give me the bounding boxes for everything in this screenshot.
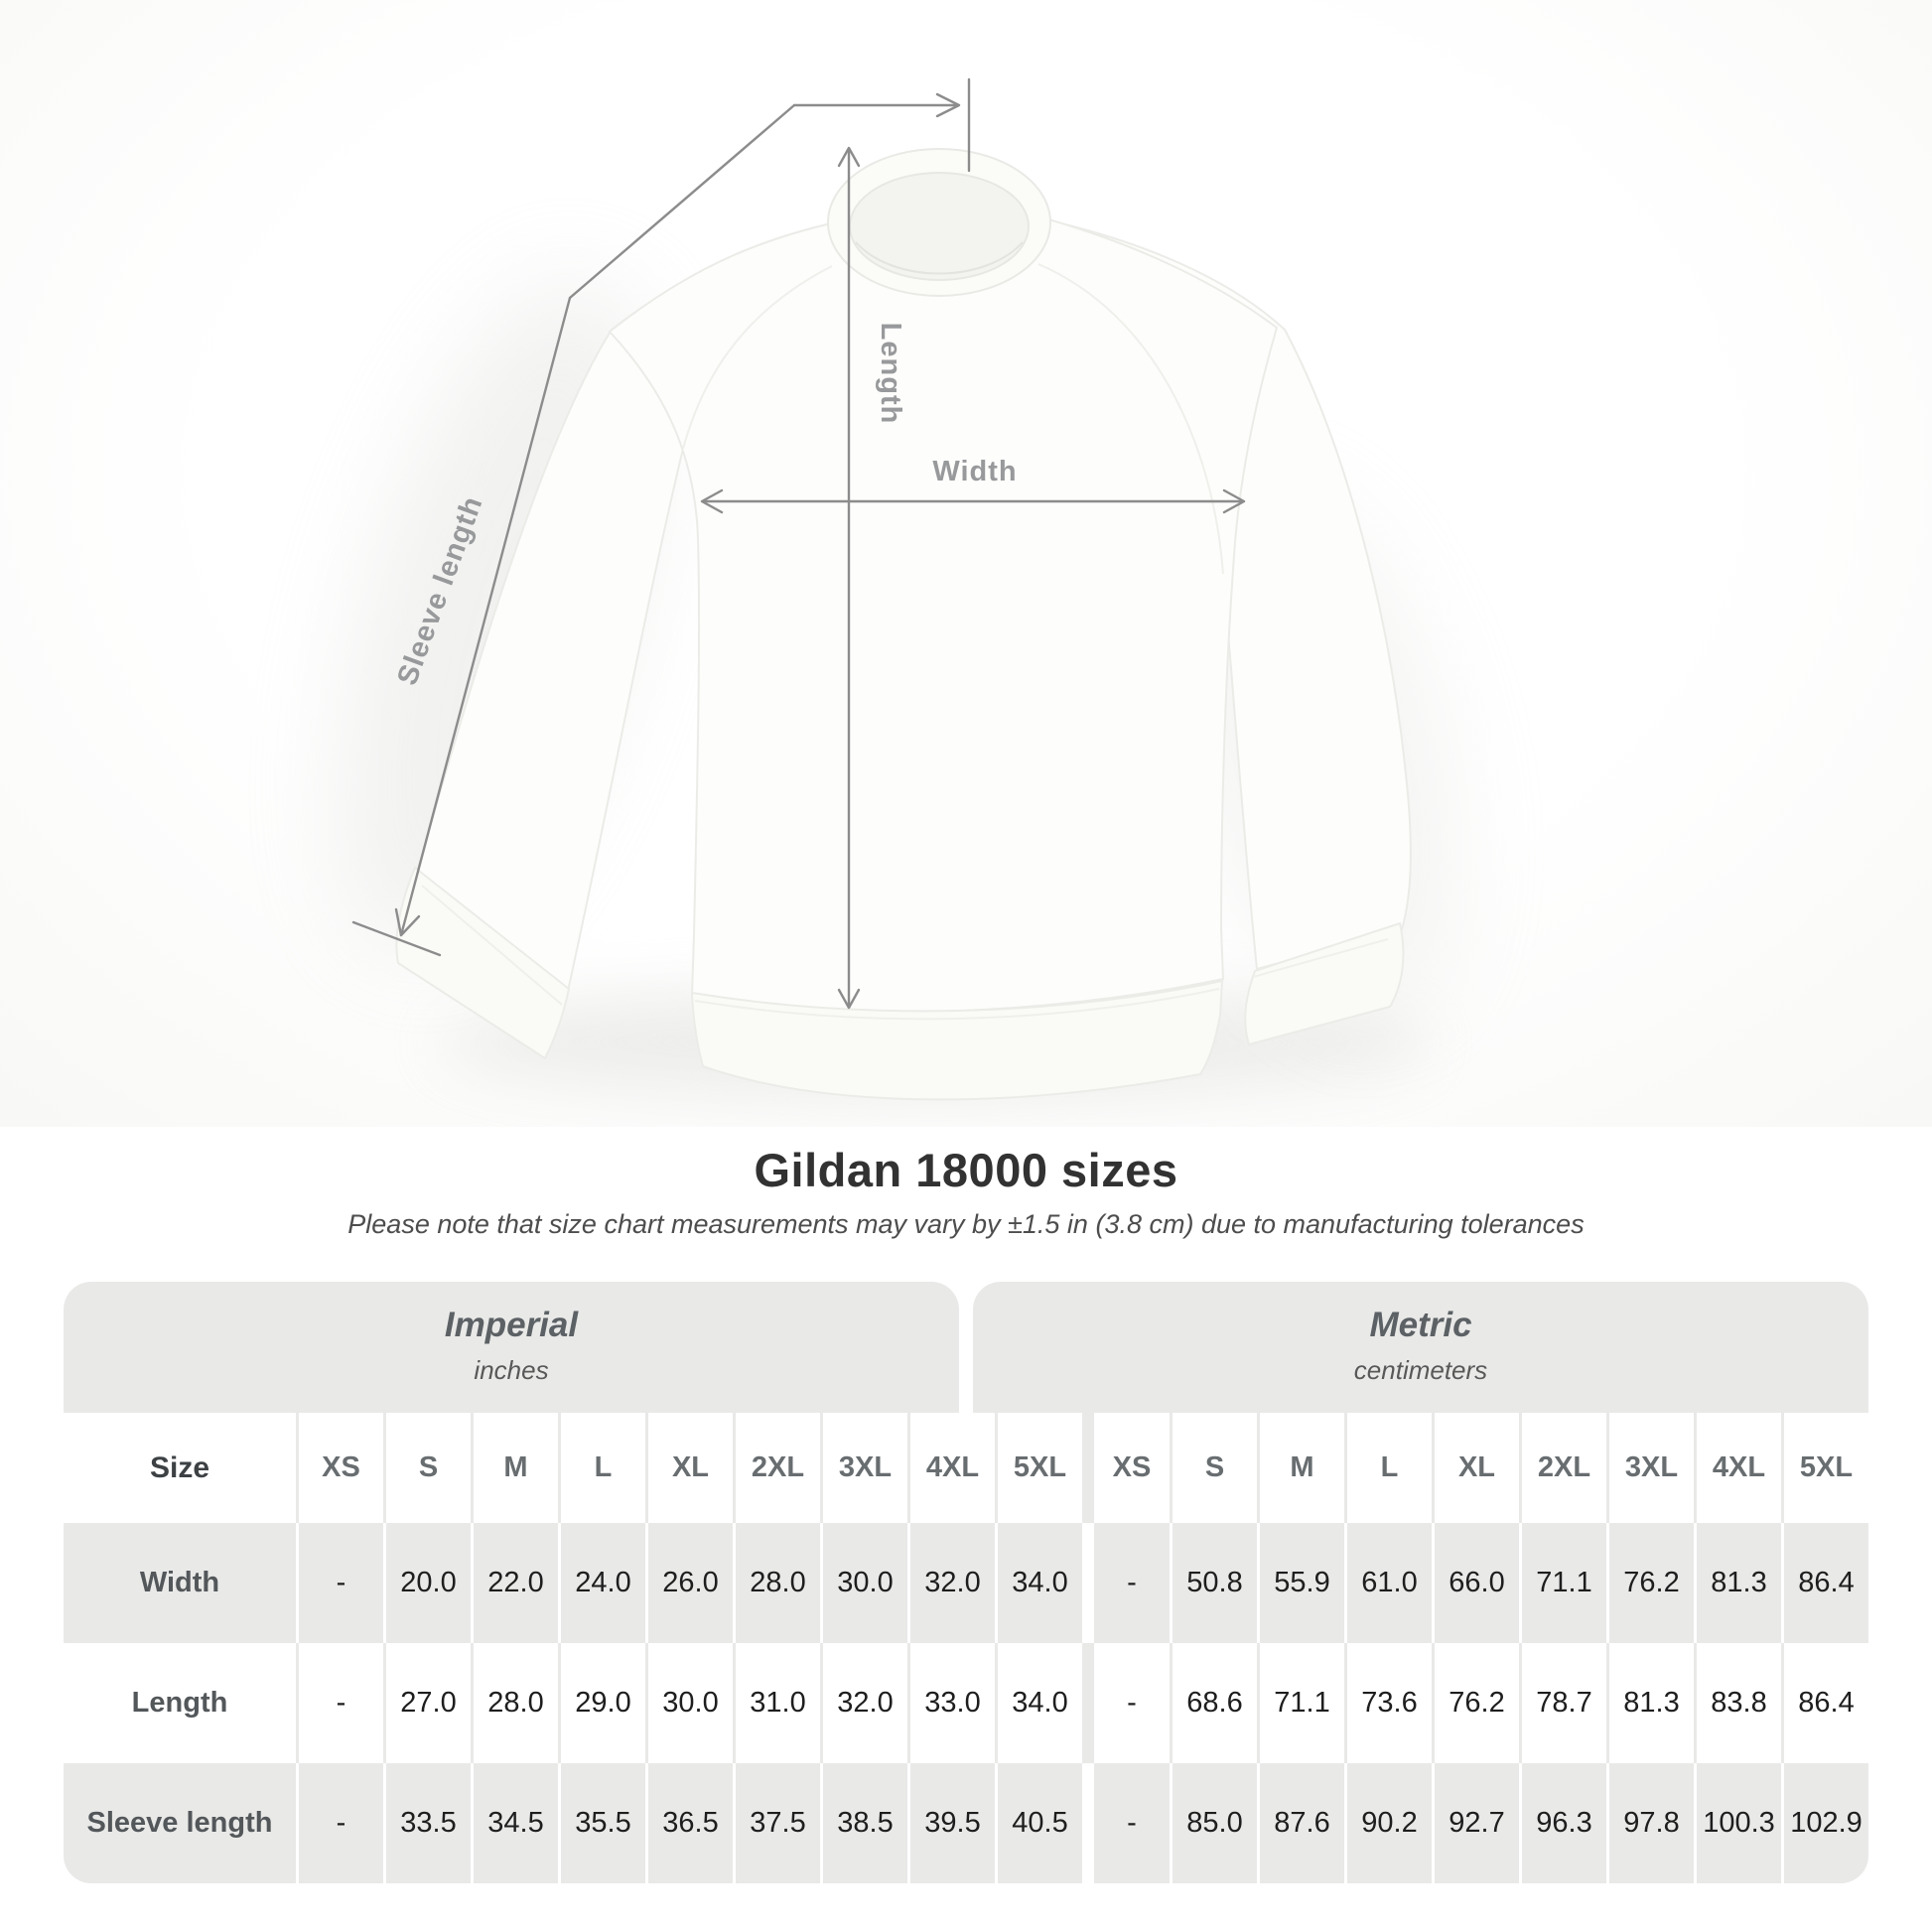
torso — [610, 214, 1277, 1012]
size-header: 5XL — [1781, 1413, 1868, 1523]
size-header: XL — [645, 1413, 733, 1523]
table-cell: 35.5 — [558, 1763, 645, 1883]
table-cell: 73.6 — [1344, 1643, 1432, 1763]
width-label: Width — [932, 456, 1018, 487]
row-label: Length — [131, 1687, 228, 1719]
metric-title: Metric — [1369, 1306, 1472, 1344]
table-cell: 92.7 — [1432, 1763, 1519, 1883]
size-header: 4XL — [907, 1413, 995, 1523]
table-cell: 71.1 — [1257, 1643, 1344, 1763]
table-cell: 34.0 — [995, 1643, 1082, 1763]
row-label: Width — [139, 1567, 220, 1598]
size-header: S — [1170, 1413, 1257, 1523]
table-cell: 32.0 — [820, 1643, 907, 1763]
sleeve-length-row — [64, 1763, 1868, 1883]
length-label: Length — [875, 322, 906, 425]
table-cell: 30.0 — [645, 1643, 733, 1763]
table-cell: 22.0 — [471, 1523, 558, 1643]
table-cell: 28.0 — [471, 1643, 558, 1763]
metric-unit: centimeters — [1353, 1355, 1488, 1385]
size-header: 2XL — [733, 1413, 820, 1523]
page-title: Gildan 18000 sizes — [754, 1144, 1178, 1196]
table-cell: 50.8 — [1170, 1523, 1257, 1643]
imperial-header — [64, 1282, 959, 1413]
table-cell: 81.3 — [1694, 1523, 1781, 1643]
width-row — [64, 1523, 1868, 1643]
table-cell: 31.0 — [733, 1643, 820, 1763]
size-header: M — [471, 1413, 558, 1523]
sleeve-length-label: Sleeve length — [391, 491, 489, 690]
size-header: 3XL — [1606, 1413, 1694, 1523]
table-cell: - — [1082, 1763, 1170, 1883]
size-header: L — [558, 1413, 645, 1523]
table-cell: 68.6 — [1170, 1643, 1257, 1763]
table-cell: 85.0 — [1170, 1763, 1257, 1883]
table-cell: 38.5 — [820, 1763, 907, 1883]
imperial-title: Imperial — [444, 1306, 579, 1344]
size-header: S — [383, 1413, 471, 1523]
table-cell: 83.8 — [1694, 1643, 1781, 1763]
row-label: Sleeve length — [86, 1807, 273, 1839]
table-cell: 39.5 — [907, 1763, 995, 1883]
table-cell: 76.2 — [1432, 1643, 1519, 1763]
table-cell: 40.5 — [995, 1763, 1082, 1883]
tolerance-note: Please note that size chart measurements may vary by ±1.5 in (3.8 cm) due to manufacturing tolerances — [347, 1209, 1585, 1239]
size-header: 5XL — [995, 1413, 1082, 1523]
size-header: 2XL — [1519, 1413, 1606, 1523]
table-cell: 76.2 — [1606, 1523, 1694, 1643]
table-cell: 27.0 — [383, 1643, 471, 1763]
table-cell: 96.3 — [1519, 1763, 1606, 1883]
table-cell: 102.9 — [1781, 1763, 1868, 1883]
table-cell: 71.1 — [1519, 1523, 1606, 1643]
table-cell: 66.0 — [1432, 1523, 1519, 1643]
table-cell: 26.0 — [645, 1523, 733, 1643]
table-cell: 29.0 — [558, 1643, 645, 1763]
size-header: M — [1257, 1413, 1344, 1523]
size-header: 3XL — [820, 1413, 907, 1523]
table-cell: 24.0 — [558, 1523, 645, 1643]
size-header: XS — [1082, 1413, 1170, 1523]
table-cell: - — [296, 1643, 383, 1763]
table-cell: 30.0 — [820, 1523, 907, 1643]
size-header: 4XL — [1694, 1413, 1781, 1523]
table-cell: 81.3 — [1606, 1643, 1694, 1763]
table-cell: 28.0 — [733, 1523, 820, 1643]
table-cell: - — [296, 1763, 383, 1883]
unit-header-band — [64, 1282, 1868, 1413]
table-cell: - — [1082, 1523, 1170, 1643]
table-cell: 86.4 — [1781, 1643, 1868, 1763]
table-cell: 55.9 — [1257, 1523, 1344, 1643]
table-cell: 100.3 — [1694, 1763, 1781, 1883]
table-cell: 20.0 — [383, 1523, 471, 1643]
table-cell: 33.0 — [907, 1643, 995, 1763]
table-cell: 34.0 — [995, 1523, 1082, 1643]
table-cell: 61.0 — [1344, 1523, 1432, 1643]
size-header-row — [64, 1413, 1868, 1523]
table-cell: - — [296, 1523, 383, 1643]
length-row — [64, 1643, 1868, 1763]
table-cell: 87.6 — [1257, 1763, 1344, 1883]
collar — [828, 149, 1050, 296]
table-cell: - — [1082, 1643, 1170, 1763]
size-column-header: Size — [149, 1450, 210, 1484]
table-cell: 90.2 — [1344, 1763, 1432, 1883]
table-cell: 36.5 — [645, 1763, 733, 1883]
size-header: L — [1344, 1413, 1432, 1523]
table-cell: 97.8 — [1606, 1763, 1694, 1883]
size-table — [64, 1282, 1868, 1883]
table-cell: 34.5 — [471, 1763, 558, 1883]
imperial-unit: inches — [474, 1355, 549, 1385]
metric-header — [973, 1282, 1868, 1413]
table-cell: 33.5 — [383, 1763, 471, 1883]
size-header: XL — [1432, 1413, 1519, 1523]
size-header: XS — [296, 1413, 383, 1523]
table-cell: 78.7 — [1519, 1643, 1606, 1763]
table-cell: 86.4 — [1781, 1523, 1868, 1643]
table-cell: 32.0 — [907, 1523, 995, 1643]
table-cell: 37.5 — [733, 1763, 820, 1883]
